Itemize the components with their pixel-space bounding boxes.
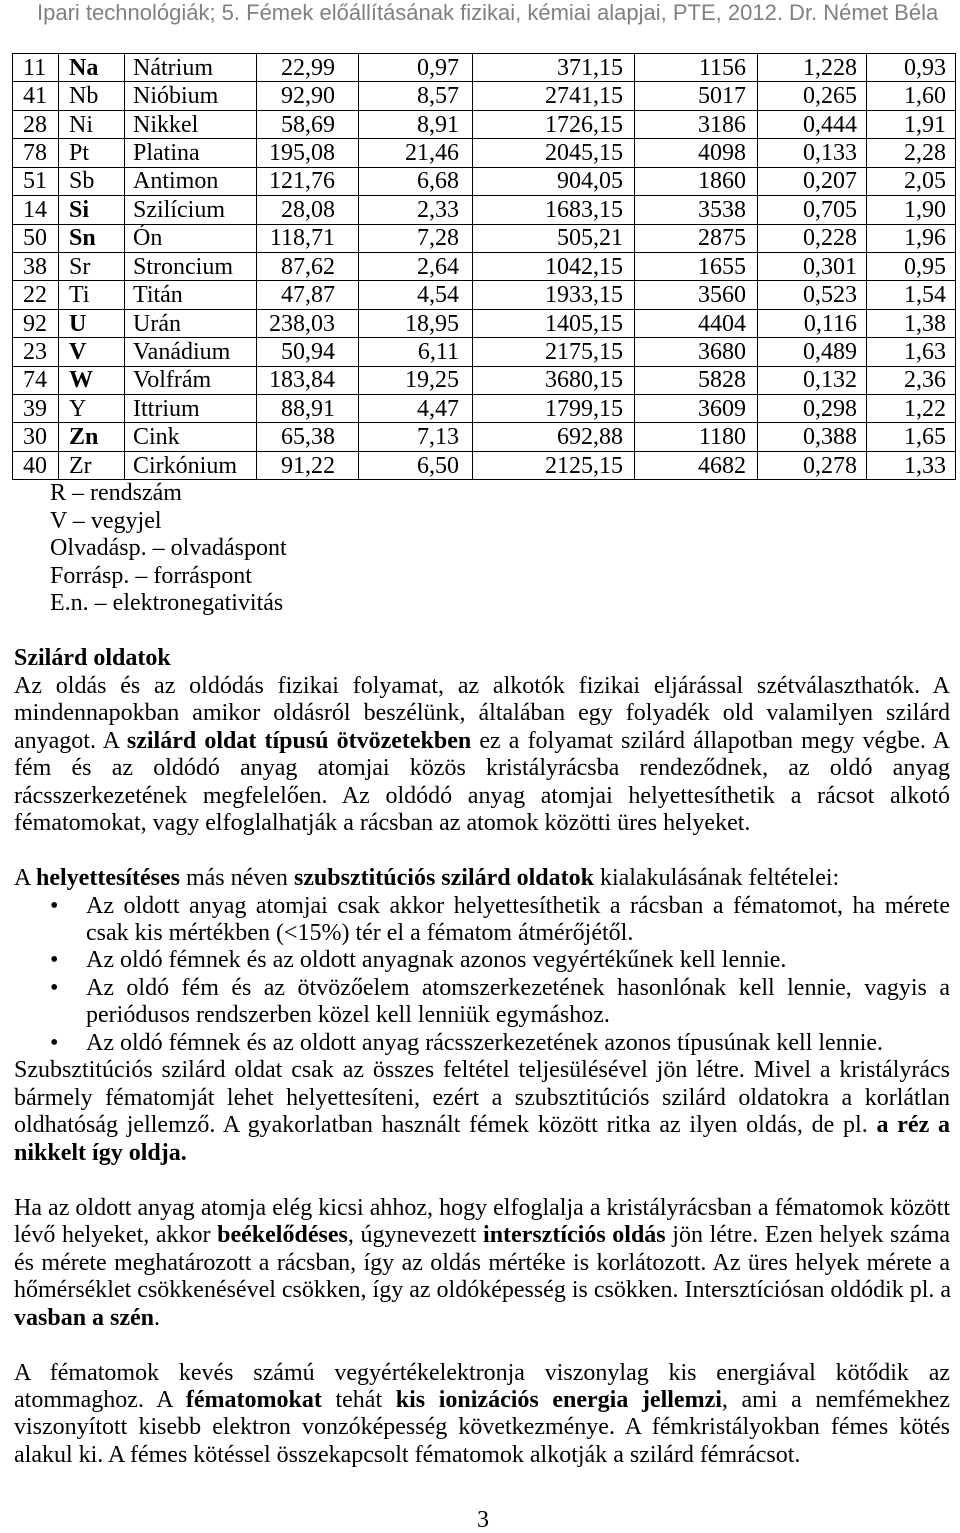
atomic-number-cell: 39: [13, 395, 59, 423]
page-number: 3: [477, 1507, 489, 1533]
legend-item: E.n. – elektronegativitás: [50, 590, 284, 617]
atomic-number-cell: 14: [13, 196, 59, 224]
text-line: [86, 893, 950, 920]
atomic-number-cell: 78: [13, 139, 59, 167]
melting-point-cell: 904,05: [473, 167, 635, 195]
text-run: más néven: [179, 865, 294, 892]
melting-point-cell: 1726,15: [473, 110, 635, 138]
text-line: [14, 810, 950, 837]
atomic-number-cell: 40: [13, 451, 59, 479]
bullet-list-item: [14, 947, 950, 974]
table-row: [13, 196, 956, 224]
table-row: [13, 54, 956, 82]
element-name-cell: Volfrám: [125, 366, 257, 394]
bullet-icon: [50, 893, 58, 920]
text-line: [14, 1360, 950, 1387]
atomic-mass-cell: 65,38: [257, 423, 359, 451]
text-line: [14, 1414, 950, 1441]
text-run: Az oldott anyag atomjai csak akkor helyettesíthetik a rácsban a fématomot, ha mérete: [86, 892, 950, 919]
atomic-number-cell: 41: [13, 82, 59, 110]
electronegativity-cell: 1,54: [867, 281, 956, 309]
element-name-cell: Nátrium: [125, 54, 257, 82]
text-line: [14, 1195, 950, 1222]
atomic-mass-cell: 28,08: [257, 196, 359, 224]
table-row: [13, 423, 956, 451]
density-cell: 7,28: [359, 224, 473, 252]
boiling-point-cell: 4098: [635, 139, 758, 167]
melting-point-cell: 2741,15: [473, 82, 635, 110]
specific-heat-cell: 0,444: [758, 110, 867, 138]
text-section: [14, 865, 950, 1167]
atomic-number-cell: 30: [13, 423, 59, 451]
electronegativity-cell: 1,63: [867, 338, 956, 366]
density-cell: 4,54: [359, 281, 473, 309]
text-run: A fématomok kevés számú vegyértékelektronja viszonylag kis energiával kötődik az: [14, 1359, 950, 1386]
text-run: , ami a nemfémekhez: [721, 1386, 950, 1413]
electronegativity-cell: 1,38: [867, 309, 956, 337]
text-line: [14, 1305, 950, 1332]
section-heading: Szilárd oldatok: [14, 645, 171, 672]
electronegativity-cell: 1,91: [867, 110, 956, 138]
specific-heat-cell: 0,523: [758, 281, 867, 309]
symbol-cell: W: [59, 366, 125, 394]
table-row: [13, 309, 956, 337]
density-cell: 8,57: [359, 82, 473, 110]
text-run: atommaghoz. A: [14, 1386, 186, 1413]
melting-point-cell: 2125,15: [473, 451, 635, 479]
symbol-cell: Zn: [59, 423, 125, 451]
symbol-cell: Pt: [59, 139, 125, 167]
text-run: Az oldó fémnek és az oldott anyagnak azonos vegyértékűnek kell lennie.: [86, 947, 787, 974]
legend-item: Olvadásp. – olvadáspont: [50, 535, 287, 562]
text-run: bármely fématomját lehet helyettesíteni, ezért a szubsztitúciós szilárd oldatokra a korlátlan: [14, 1084, 950, 1111]
symbol-cell: Ni: [59, 110, 125, 138]
text-run: .: [154, 1304, 161, 1331]
element-name-cell: Cirkónium: [125, 451, 257, 479]
electronegativity-cell: 0,95: [867, 252, 956, 280]
symbol-cell: Sn: [59, 224, 125, 252]
text-line: [14, 1085, 950, 1112]
text-run: Az oldás és az oldódás fizikai folyamat, az alkotók fizikai eljárással szétválaszthatók. A: [14, 672, 950, 699]
atomic-number-cell: 22: [13, 281, 59, 309]
boiling-point-cell: 1180: [635, 423, 758, 451]
text-line: [86, 1002, 950, 1029]
atomic-mass-cell: 195,08: [257, 139, 359, 167]
table-row: [13, 110, 956, 138]
atomic-mass-cell: 47,87: [257, 281, 359, 309]
melting-point-cell: 692,88: [473, 423, 635, 451]
boiling-point-cell: 3186: [635, 110, 758, 138]
specific-heat-cell: 0,489: [758, 338, 867, 366]
text-section: [14, 645, 950, 837]
boiling-point-cell: 3560: [635, 281, 758, 309]
atomic-mass-cell: 87,62: [257, 252, 359, 280]
atomic-mass-cell: 118,71: [257, 224, 359, 252]
specific-heat-cell: 0,278: [758, 451, 867, 479]
bold-text: a réz a: [876, 1112, 950, 1139]
text-line: [14, 1140, 950, 1167]
text-line: [14, 1387, 950, 1414]
electronegativity-cell: 1,90: [867, 196, 956, 224]
specific-heat-cell: 0,388: [758, 423, 867, 451]
element-name-cell: Vanádium: [125, 338, 257, 366]
text-run: rácsszerkezetének megfelelően. Az oldódó anyag atomjai helyettesíthetik a rácsot alkotó: [14, 782, 950, 809]
bold-text: fématomokat: [185, 1386, 322, 1413]
text-line: [86, 947, 950, 974]
text-line: [14, 865, 950, 892]
melting-point-cell: 1933,15: [473, 281, 635, 309]
symbol-cell: Nb: [59, 82, 125, 110]
text-line: [14, 728, 950, 755]
symbol-cell: Sb: [59, 167, 125, 195]
table-row: [13, 139, 956, 167]
text-run: , úgynevezett: [347, 1222, 484, 1249]
specific-heat-cell: 0,116: [758, 309, 867, 337]
specific-heat-cell: 0,133: [758, 139, 867, 167]
symbol-cell: Ti: [59, 281, 125, 309]
atomic-number-cell: 74: [13, 366, 59, 394]
boiling-point-cell: 3538: [635, 196, 758, 224]
bullet-icon: [50, 947, 58, 974]
density-cell: 6,50: [359, 451, 473, 479]
text-line: [14, 1222, 950, 1249]
electronegativity-cell: 1,60: [867, 82, 956, 110]
melting-point-cell: 3680,15: [473, 366, 635, 394]
text-line: [14, 1442, 950, 1469]
elements-table: [12, 53, 956, 480]
density-cell: 8,91: [359, 110, 473, 138]
bold-text: nikkelt így oldja.: [14, 1139, 187, 1166]
specific-heat-cell: 1,228: [758, 54, 867, 82]
bullet-list-item: [14, 975, 950, 1030]
boiling-point-cell: 4404: [635, 309, 758, 337]
table-row: [13, 395, 956, 423]
melting-point-cell: 2175,15: [473, 338, 635, 366]
text-run: anyagot. A: [14, 727, 127, 754]
symbol-cell: U: [59, 309, 125, 337]
density-cell: 4,47: [359, 395, 473, 423]
melting-point-cell: 2045,15: [473, 139, 635, 167]
element-name-cell: Stroncium: [125, 252, 257, 280]
element-name-cell: Ittrium: [125, 395, 257, 423]
element-name-cell: Szilícium: [125, 196, 257, 224]
atomic-number-cell: 11: [13, 54, 59, 82]
electronegativity-cell: 0,93: [867, 54, 956, 82]
symbol-cell: Na: [59, 54, 125, 82]
bold-text: szubsztitúciós szilárd oldatok: [293, 865, 594, 892]
atomic-number-cell: 23: [13, 338, 59, 366]
text-line: [14, 1112, 950, 1139]
atomic-mass-cell: 91,22: [257, 451, 359, 479]
atomic-number-cell: 51: [13, 167, 59, 195]
bold-text: intersztíciós oldás: [483, 1222, 666, 1249]
boiling-point-cell: 5017: [635, 82, 758, 110]
text-line: [14, 1057, 950, 1084]
bold-text: helyettesítéses: [36, 865, 180, 892]
symbol-cell: Y: [59, 395, 125, 423]
specific-heat-cell: 0,265: [758, 82, 867, 110]
element-name-cell: Ón: [125, 224, 257, 252]
boiling-point-cell: 5828: [635, 366, 758, 394]
legend-item: R – rendszám: [50, 480, 182, 506]
text-run: A: [14, 865, 37, 892]
electronegativity-cell: 1,22: [867, 395, 956, 423]
element-name-cell: Cink: [125, 423, 257, 451]
density-cell: 19,25: [359, 366, 473, 394]
density-cell: 21,46: [359, 139, 473, 167]
text-run: Az oldó fém és az ötvözőelem atomszerkezetének hasonlónak kell lennie, vagyis a: [86, 974, 950, 1001]
text-run: csak kis mértékben (<15%) tér el a fématom átmérőjétől.: [86, 920, 634, 946]
table-row: [13, 366, 956, 394]
density-cell: 0,97: [359, 54, 473, 82]
paragraph: [14, 865, 950, 892]
text-run: alakul ki. A fémes kötéssel összekapcsolt fématomok alkotják a szilárd fémrácsot.: [14, 1441, 801, 1468]
symbol-cell: Si: [59, 196, 125, 224]
symbol-cell: Sr: [59, 252, 125, 280]
atomic-mass-cell: 183,84: [257, 366, 359, 394]
text-line: [14, 1277, 950, 1304]
text-run: Ha az oldott anyag atomja elég kicsi ahhoz, hogy elfoglalja a kristályrácsban a fématomok között: [14, 1194, 950, 1221]
element-name-cell: Titán: [125, 281, 257, 309]
electronegativity-cell: 2,28: [867, 139, 956, 167]
element-name-cell: Nióbium: [125, 82, 257, 110]
bold-text: szilárd oldat típusú ötvözetekben: [126, 727, 472, 754]
text-run: periódusos rendszerben közel kell lenniük egymáshoz.: [86, 1002, 610, 1029]
atomic-mass-cell: 121,76: [257, 167, 359, 195]
paragraph: [14, 1360, 950, 1470]
bullet-list: [14, 893, 950, 1058]
text-run: fém és az oldódó anyag atomjai közös kristályrácsba rendeződnek, az oldó anyag: [14, 755, 950, 782]
legend-item: Forrásp. – forráspont: [50, 562, 252, 589]
text-run: Szubsztitúciós szilárd oldat csak az összes feltétel teljesülésével jön létre. Mivel a kristályrács: [14, 1057, 950, 1084]
atomic-number-cell: 50: [13, 224, 59, 252]
text-line: [14, 783, 950, 810]
text-run: kialakulásának feltételei:: [593, 865, 840, 892]
element-name-cell: Antimon: [125, 167, 257, 195]
density-cell: 18,95: [359, 309, 473, 337]
text-run: ez a folyamat szilárd állapotban megy végbe. A: [471, 727, 951, 754]
text-run: és mérete meghatározott a rácsban, így az oldás mértéke is korlátozott. Az üres helyek mérete a: [14, 1249, 950, 1276]
electronegativity-cell: 1,96: [867, 224, 956, 252]
text-line: [14, 1250, 950, 1277]
atomic-mass-cell: 58,69: [257, 110, 359, 138]
text-line: [86, 1030, 950, 1057]
text-line: [14, 700, 950, 727]
density-cell: 7,13: [359, 423, 473, 451]
text-run: lévő helyeket, akkor: [14, 1222, 218, 1249]
atomic-mass-cell: 50,94: [257, 338, 359, 366]
bullet-list-item: [14, 893, 950, 948]
bold-text: vasban a szén: [14, 1304, 155, 1331]
paragraph: [14, 1195, 950, 1332]
boiling-point-cell: 4682: [635, 451, 758, 479]
specific-heat-cell: 0,132: [758, 366, 867, 394]
bold-text: kis ionizációs energia jellemzi: [395, 1386, 722, 1413]
atomic-mass-cell: 22,99: [257, 54, 359, 82]
density-cell: 2,64: [359, 252, 473, 280]
table-row: [13, 252, 956, 280]
text-line: [14, 755, 950, 782]
melting-point-cell: 1042,15: [473, 252, 635, 280]
text-run: jön létre. Ezen helyek száma: [665, 1222, 951, 1249]
electronegativity-cell: 1,65: [867, 423, 956, 451]
table-row: [13, 224, 956, 252]
boiling-point-cell: 2875: [635, 224, 758, 252]
table-row: [13, 82, 956, 110]
legend-item: V – vegyjel: [50, 507, 162, 534]
legend: [50, 480, 287, 618]
atomic-number-cell: 38: [13, 252, 59, 280]
electronegativity-cell: 1,33: [867, 451, 956, 479]
density-cell: 6,11: [359, 338, 473, 366]
body-text: [14, 645, 950, 1469]
text-run: fématomokat, vagy elfoglalhatják a rácsban az atomok közötti üres helyeket.: [14, 810, 751, 837]
bullet-icon: [50, 975, 58, 1002]
symbol-cell: V: [59, 338, 125, 366]
specific-heat-cell: 0,705: [758, 196, 867, 224]
element-name-cell: Platina: [125, 139, 257, 167]
bold-text: beékelődéses: [217, 1222, 348, 1249]
specific-heat-cell: 0,228: [758, 224, 867, 252]
paragraph: [14, 1057, 950, 1167]
melting-point-cell: 371,15: [473, 54, 635, 82]
table-row: [13, 281, 956, 309]
melting-point-cell: 505,21: [473, 224, 635, 252]
boiling-point-cell: 3609: [635, 395, 758, 423]
specific-heat-cell: 0,207: [758, 167, 867, 195]
boiling-point-cell: 1156: [635, 54, 758, 82]
text-line: [14, 673, 950, 700]
elements-table-body: [13, 54, 956, 480]
atomic-number-cell: 28: [13, 110, 59, 138]
boiling-point-cell: 1655: [635, 252, 758, 280]
text-line: [86, 975, 950, 1002]
bullet-list-item: [14, 1030, 950, 1057]
specific-heat-cell: 0,301: [758, 252, 867, 280]
symbol-cell: Zr: [59, 451, 125, 479]
text-section: [14, 1360, 950, 1470]
specific-heat-cell: 0,298: [758, 395, 867, 423]
text-run: Az oldó fémnek és az oldott anyag rácsszerkezetének azonos típusúnak kell lennie.: [86, 1029, 884, 1056]
element-name-cell: Nikkel: [125, 110, 257, 138]
table-row: [13, 167, 956, 195]
boiling-point-cell: 1860: [635, 167, 758, 195]
text-run: hőmérséklet csökkenésével csökken, így az oldóképesség is csökken. Intersztíciósan oldódik pl. a: [14, 1277, 952, 1304]
atomic-mass-cell: 88,91: [257, 395, 359, 423]
electronegativity-cell: 2,36: [867, 366, 956, 394]
text-run: mindennapokban amikor oldásról beszélünk, általában egy folyadék old valamilyen szilárd: [14, 700, 950, 727]
element-name-cell: Urán: [125, 309, 257, 337]
table-row: [13, 338, 956, 366]
page-header: Ipari technológiák; 5. Fémek előállításának fizikai, kémiai alapjai, PTE, 2012. Dr. Német Béla: [37, 0, 939, 25]
atomic-mass-cell: 92,90: [257, 82, 359, 110]
table-row: [13, 451, 956, 479]
bullet-icon: [50, 1030, 58, 1057]
text-line: [86, 920, 950, 947]
melting-point-cell: 1799,15: [473, 395, 635, 423]
text-run: tehát: [321, 1386, 396, 1413]
paragraph: [14, 673, 950, 838]
text-section: [14, 1195, 950, 1332]
atomic-mass-cell: 238,03: [257, 309, 359, 337]
melting-point-cell: 1405,15: [473, 309, 635, 337]
boiling-point-cell: 3680: [635, 338, 758, 366]
text-run: viszonyított kisebb elektron vonzóképesség következménye. A fémkristályokban fémes kötés: [14, 1414, 950, 1441]
electronegativity-cell: 2,05: [867, 167, 956, 195]
atomic-number-cell: 92: [13, 309, 59, 337]
melting-point-cell: 1683,15: [473, 196, 635, 224]
text-run: oldhatóság jellemző. A gyakorlatban használt fémek között ritka az ilyen oldás, de pl.: [14, 1112, 877, 1139]
density-cell: 6,68: [359, 167, 473, 195]
density-cell: 2,33: [359, 196, 473, 224]
